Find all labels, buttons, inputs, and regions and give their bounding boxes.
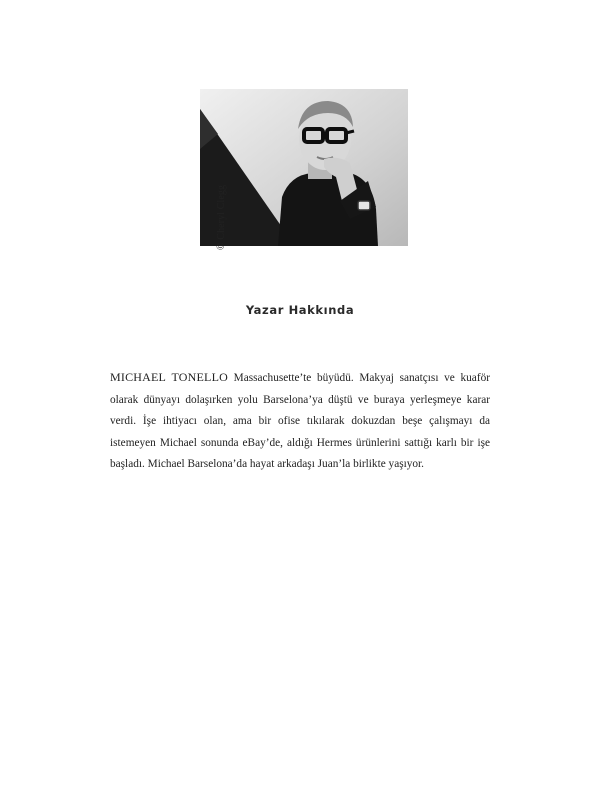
section-title: Yazar Hakkında [245, 303, 355, 317]
author-portrait-image [200, 89, 408, 246]
photo-credit-text: © Cheryl Clegg [216, 184, 227, 250]
author-bio-text: Massachusette’te büyüdü. Makyaj sanatçısı ve kuaför olarak dünyayı dolaşırken yolu Barselona’ya düştü ve buraya yerleşmeye karar verdi. İşe ihtiyacı olan, ama bir ofise tıkılarak dokuzdan beşe çalışmayı da istemeyen Michael sonunda eBay’de, aldığı Hermes ürünlerini sattığı karlı bir işe başladı. Michael Barselona’da hayat arkadaşı Juan’la birlikte yaşıyor. [110, 372, 490, 470]
author-photo-block [200, 89, 408, 246]
author-name: MICHAEL TONELLO [110, 370, 228, 385]
author-photo [200, 89, 408, 246]
author-bio [110, 367, 490, 475]
